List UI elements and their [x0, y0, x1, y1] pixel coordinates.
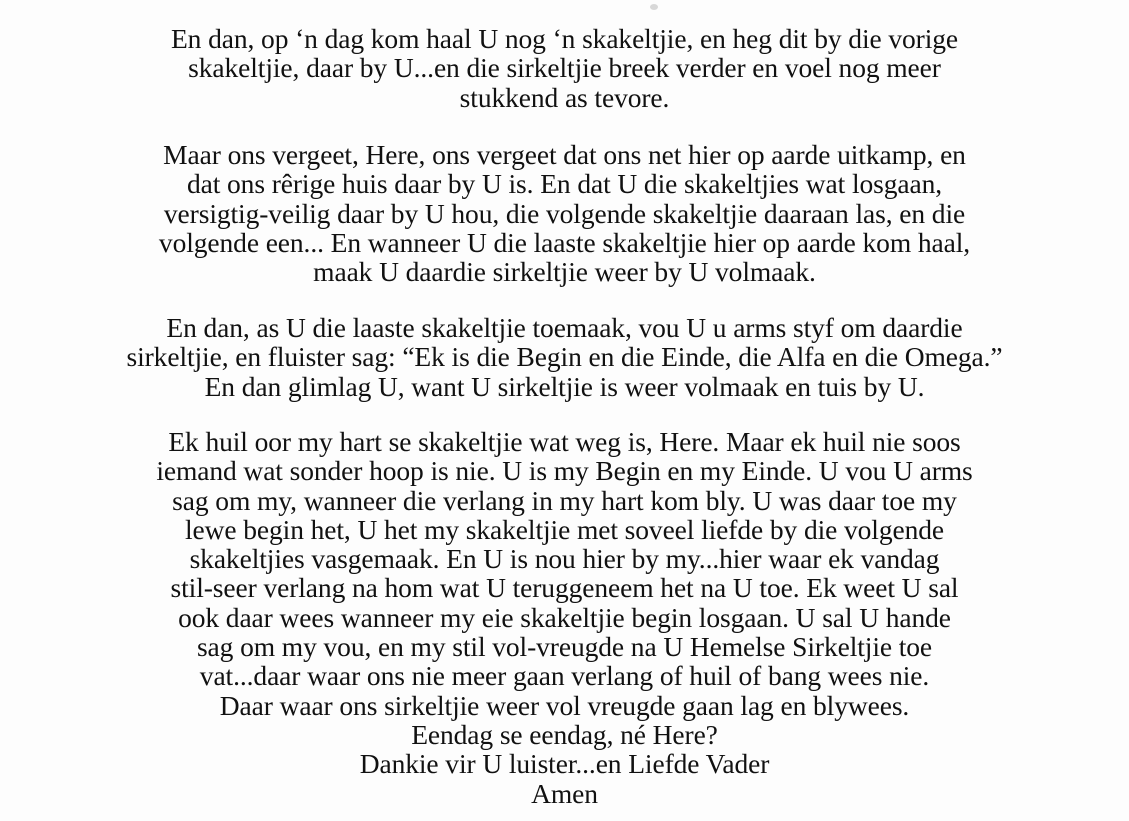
- paragraph-line: iemand wat sonder hoop is nie. U is my Begin en my Einde. U vou U arms: [156, 455, 973, 487]
- paragraph-line: skakeltjie, daar by U...en die sirkeltjie breek verder en voel nog meer: [188, 52, 941, 84]
- closing-line: Eendag se eendag, né Here?: [411, 718, 718, 750]
- amen-line: Amen: [531, 777, 598, 809]
- paragraph-line: versigtig-veilig daar by U hou, die volgende skakeltjie daaraan las, en die: [163, 197, 966, 229]
- paragraph-line: Maar ons vergeet, Here, ons vergeet dat ons net hier op aarde uitkamp, en: [163, 139, 966, 170]
- paragraph-line: Daar waar ons sirkeltjie weer vol vreugde gaan lag en blywees.: [219, 689, 910, 721]
- paragraph-line: En dan, op ‘n dag kom haal U nog ‘n skakeltjie, en heg dit by die vorige: [170, 23, 959, 54]
- paragraph-line: stil-seer verlang na hom wat U teruggeneem het na U toe. Ek weet U sal: [170, 572, 959, 604]
- paragraph-3: [40, 313, 1089, 401]
- paragraph-line: skakeltjies vasgemaak. En U is nou hier by my...hier waar ek vandag: [189, 543, 940, 575]
- closing-line: Dankie vir U luister...en Liefde Vader: [359, 748, 770, 780]
- paragraph-line: volgende een... En wanneer U die laaste skakeltjie hier op aarde kom haal,: [158, 226, 971, 258]
- paragraph-line: ook daar wees wanneer my eie skakeltjie begin losgaan. U sal U hande: [178, 601, 951, 633]
- paragraph-line: maak U daardie sirkeltjie weer by U volmaak.: [313, 256, 816, 288]
- paragraph-line: lewe begin het, U het my skakeltjie met soveel liefde by die volgende: [184, 513, 945, 545]
- paragraph-line: vat...daar waar ons nie meer gaan verlang of huil of bang wees nie.: [199, 660, 930, 692]
- paragraph-1: [40, 24, 1089, 112]
- paragraph-line: sag om my vou, en my stil vol-vreugde na U Hemelse Sirkeltjie toe: [196, 631, 933, 663]
- paragraph-line: Ek huil oor my hart se skakeltjie wat weg is, Here. Maar ek huil nie soos: [168, 426, 961, 457]
- paragraph-line: En dan glimlag U, want U sirkeltjie is weer volmaak en tuis by U.: [204, 370, 925, 402]
- paragraph-line: En dan, as U die laaste skakeltjie toemaak, vou U u arms styf om daardie: [166, 312, 963, 343]
- paragraph-line: sirkeltjie, en fluister sag: “Ek is die Begin en die Einde, die Alfa en die Omega.”: [126, 341, 1003, 373]
- paragraph-line: stukkend as tevore.: [459, 81, 670, 113]
- scan-speck: [650, 4, 658, 10]
- paragraph-line: dat ons rêrige huis daar by U is. En dat U die skakeltjies wat losgaan,: [186, 168, 943, 200]
- paragraph-2: [40, 140, 1089, 286]
- paragraph-line: sag om my, wanneer die verlang in my hart kom bly. U was daar toe my: [172, 484, 957, 516]
- paragraph-4: [40, 427, 1089, 808]
